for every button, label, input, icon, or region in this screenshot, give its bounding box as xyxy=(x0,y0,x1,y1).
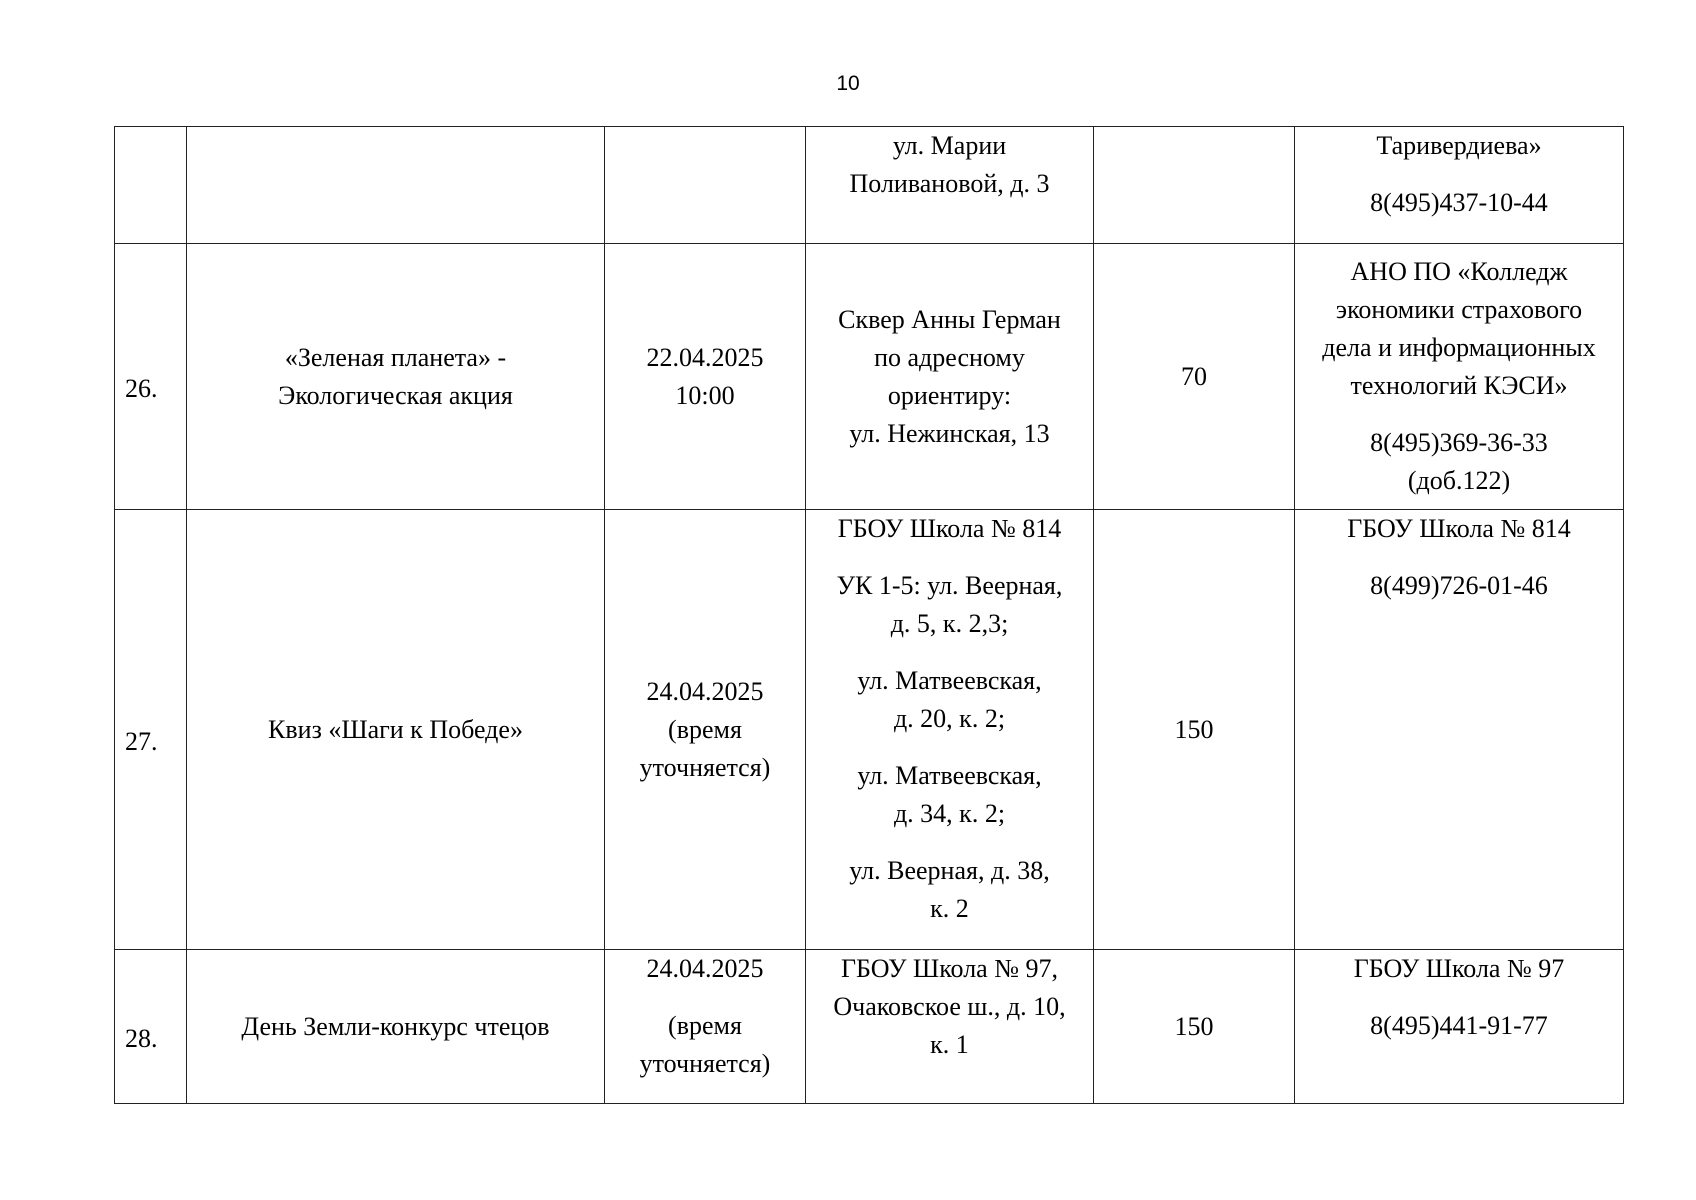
event-place-cell xyxy=(806,127,1094,244)
row-number: 27. xyxy=(125,726,158,756)
place-line: ул. Веерная, д. 38, xyxy=(849,856,1050,885)
row-number-cell xyxy=(115,510,187,950)
event-place-cell xyxy=(806,510,1094,950)
participants-count-cell xyxy=(1094,244,1295,510)
event-title-cell xyxy=(187,244,605,510)
participants-count-cell xyxy=(1094,950,1295,1104)
place-line: ул. Нежинская, 13 xyxy=(849,418,1050,448)
event-title-cell xyxy=(187,510,605,950)
organizer-name-line: экономики страхового xyxy=(1335,295,1583,324)
organizer-name-line: дела и информационных xyxy=(1322,333,1596,362)
organizer-name-line: ГБОУ Школа № 814 xyxy=(1347,514,1571,543)
place-line: к. 2 xyxy=(930,894,969,923)
organizer-name-line: технологий КЭСИ» xyxy=(1350,371,1568,400)
organizer-cell xyxy=(1295,244,1624,510)
time-note-line: уточняется) xyxy=(639,1049,771,1078)
organizer-phone: 8(495)369-36-33 xyxy=(1370,428,1548,457)
title-line: День Земли-конкурс чтецов xyxy=(241,1011,550,1041)
organizer-phone: 8(495)437-10-44 xyxy=(1370,188,1548,217)
event-place-cell xyxy=(806,950,1094,1104)
place-line: Сквер Анны Герман xyxy=(838,304,1061,334)
row-number: 28. xyxy=(125,1023,158,1053)
participants-count: 150 xyxy=(1174,1011,1214,1041)
organizer-name-line: Таривердиева» xyxy=(1376,131,1542,160)
organizer-phone-ext: (доб.122) xyxy=(1407,466,1511,495)
row-number-cell xyxy=(115,127,187,244)
row-number-cell xyxy=(115,950,187,1104)
place-line: д. 20, к. 2; xyxy=(893,704,1006,733)
page-number: 10 xyxy=(836,72,860,95)
title-line: «Зеленая планета» - xyxy=(284,342,507,372)
event-date-cell xyxy=(605,127,806,244)
time-line: 10:00 xyxy=(675,380,735,410)
date-line: 24.04.2025 xyxy=(646,954,764,983)
time-note-line: (время xyxy=(668,714,742,744)
organizer-phone: 8(499)726-01-46 xyxy=(1370,571,1548,600)
organizer-name-line: ГБОУ Школа № 97 xyxy=(1353,954,1565,983)
place-line: ориентиру: xyxy=(887,380,1012,410)
place-line: д. 5, к. 2,3; xyxy=(890,609,1009,638)
title-line: Экологическая акция xyxy=(278,380,513,410)
participants-count-cell xyxy=(1094,127,1295,244)
participants-count: 150 xyxy=(1174,714,1214,744)
place-line: ул. Марии xyxy=(892,131,1007,160)
organizer-cell xyxy=(1295,127,1624,244)
place-line: ул. Матвеевская, xyxy=(857,666,1042,695)
organizer-cell xyxy=(1295,510,1624,950)
date-line: 22.04.2025 xyxy=(646,342,764,372)
organizer-name-line: АНО ПО «Колледж xyxy=(1350,257,1568,286)
event-title-cell xyxy=(187,127,605,244)
events-table xyxy=(114,126,1624,1104)
place-line: УК 1-5: ул. Веерная, xyxy=(836,571,1063,600)
participants-count: 70 xyxy=(1181,361,1207,391)
place-line: ГБОУ Школа № 814 xyxy=(837,514,1062,543)
place-line: ул. Матвеевская, xyxy=(857,761,1042,790)
participants-count-cell xyxy=(1094,510,1295,950)
place-line: Поливановой, д. 3 xyxy=(849,169,1050,198)
title-line: Квиз «Шаги к Победе» xyxy=(268,714,523,744)
event-date-cell xyxy=(605,950,806,1104)
organizer-phone: 8(495)441-91-77 xyxy=(1370,1011,1548,1040)
event-date-cell xyxy=(605,510,806,950)
row-number-cell xyxy=(115,244,187,510)
time-note-line: уточняется) xyxy=(639,752,771,782)
table-row xyxy=(115,510,1624,950)
event-date-cell xyxy=(605,244,806,510)
table-row xyxy=(115,244,1624,510)
row-number: 26. xyxy=(125,373,158,403)
table-row xyxy=(115,127,1624,244)
event-title-cell xyxy=(187,950,605,1104)
place-line: по адресному xyxy=(874,342,1025,372)
event-place-cell xyxy=(806,244,1094,510)
organizer-cell xyxy=(1295,950,1624,1104)
place-line: к. 1 xyxy=(930,1030,969,1059)
date-line: 24.04.2025 xyxy=(646,676,764,706)
place-line: Очаковское ш., д. 10, xyxy=(833,992,1066,1021)
table-row xyxy=(115,950,1624,1104)
place-line: ГБОУ Школа № 97, xyxy=(840,954,1059,983)
place-line: д. 34, к. 2; xyxy=(893,799,1006,828)
time-note-line: (время xyxy=(668,1011,742,1040)
